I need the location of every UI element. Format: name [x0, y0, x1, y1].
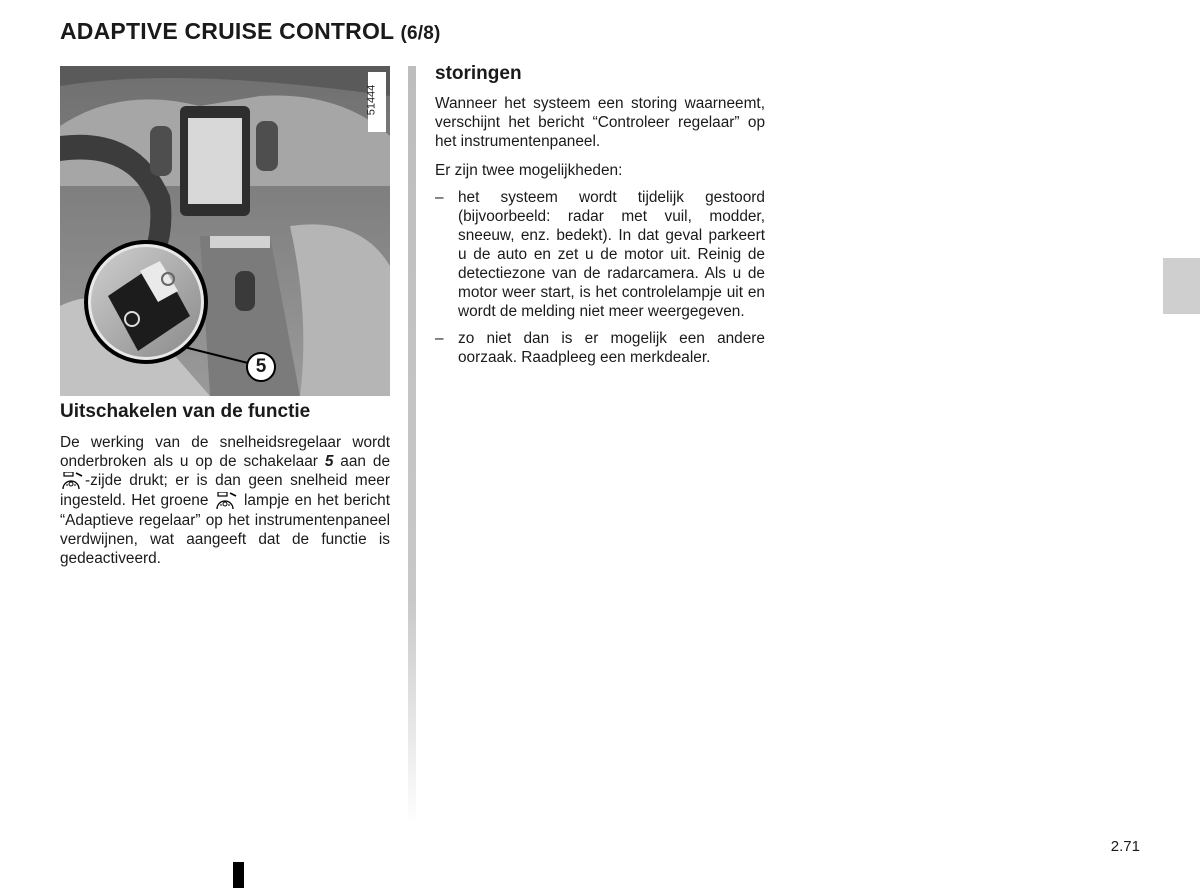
- page-title-suffix: (6/8): [400, 23, 441, 44]
- deactivate-paragraph: [60, 433, 390, 568]
- list-item: [435, 329, 765, 367]
- switch-number-ref: 5: [324, 453, 334, 470]
- column-divider: [408, 66, 416, 826]
- faults-options-intro: Er zijn twee mogelijkheden:: [435, 162, 623, 179]
- print-mark: [233, 862, 244, 888]
- page-title: [60, 18, 441, 45]
- deactivate-text-4: lampje en het bericht “Adaptieve regelaar” op het instrumentenpaneel verdwijnen, wat aangeeft dat de functie is gedeactiveerd.: [60, 492, 390, 567]
- green-cruise-lamp-icon: [214, 492, 239, 511]
- list-dash: –: [435, 330, 444, 347]
- deactivate-text-1: De werking van de snelheidsregelaar wordt onderbroken als u op de schakelaar: [60, 434, 390, 470]
- list-item-text: het systeem wordt tijdelijk gestoord (bijvoorbeeld: radar met vuil, modder, sneeuw, enz. bedekt). In dat geval parkeert u de auto en zet u de motor uit. Reinig de detectiezone van de radarcamera. Als u de motor weer start, is het controlelampje uit en wordt de melding niet meer weergegeven.: [458, 189, 765, 320]
- deactivate-text-2: aan de: [333, 453, 390, 470]
- dashboard-illustration: [60, 66, 390, 396]
- deactivate-text-3: -zijde drukt; er is dan geen snelheid meer ingesteld. Het groene: [60, 472, 390, 509]
- dashboard-photo: [60, 66, 390, 396]
- list-item-text: zo niet dan is er mogelijk een andere oorzaak. Raadpleeg een merkdealer.: [458, 330, 765, 366]
- faults-intro: Wanneer het systeem een storing waarneemt, verschijnt het bericht “Controleer regelaar” op het instrumentenpaneel.: [435, 95, 765, 150]
- faults-list: [435, 188, 765, 375]
- figure-code-label: [365, 72, 386, 132]
- callout-5: 5: [246, 352, 276, 382]
- chapter-tab: [1163, 258, 1200, 314]
- figure-code: 51444: [365, 84, 378, 116]
- section-heading-deactivate: Uitschakelen van de functie: [60, 401, 311, 422]
- page-number: 2.71: [1110, 838, 1140, 855]
- section-heading-faults: storingen: [435, 63, 522, 84]
- adaptive-cruise-control-icon: [60, 472, 85, 491]
- list-item: [435, 188, 765, 321]
- list-dash: –: [435, 189, 444, 206]
- page-title-text: ADAPTIVE CRUISE CONTROL: [60, 18, 394, 44]
